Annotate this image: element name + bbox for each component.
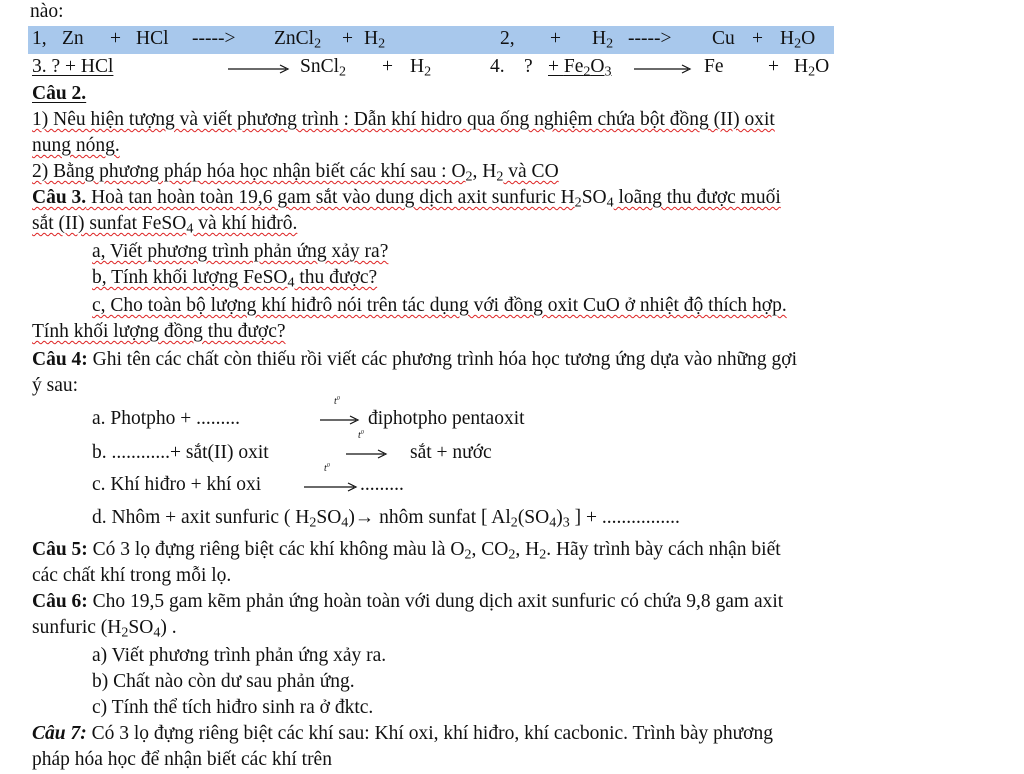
eq1-hcl: HCl [136,28,169,49]
intro-word: nào: [30,1,64,22]
eq2-plus-2: + [752,28,763,49]
eq4-fe: Fe [704,56,724,77]
cau4-b-right: sắt + nước [410,442,492,463]
cau2-line3: 2) Bằng phương pháp hóa học nhận biết các khí sau : $O_2$, $H_2$ và CO [32,161,559,185]
eq2-h2o: $H_2O$ [780,28,816,52]
cau6-line1: Câu 6: Cho 19,5 gam kẽm phản ứng hoàn toàn với dung dịch axit sunfuric có chứa 9,8 gam axit [32,591,784,612]
cau4-c-right: ......... [360,474,404,495]
cau3-line1: Câu 3. Hoà tan hoàn toàn 19,6 gam sắt vào dung dịch axit sunfuric $H_2SO_4$ loãng thu được muối [32,187,781,211]
eq4-number: 4. [490,56,505,77]
eq4-plus: + [768,56,779,77]
cau3-part-a: a, Viết phương trình phản ứng xảy ra? [92,241,389,262]
eq1-zncl2: ZnCl$_2$ [274,28,322,52]
cau4-b-left: b. ............+ sắt(II) oxit [92,442,269,463]
cau3-line2: sắt (II) sunfat FeSO$_4$ và khí hiđrô. [32,213,298,237]
reaction-arrow-b [346,448,388,460]
eq1-arrow: -----> [192,28,236,49]
heat-label-a: $t^0$ [334,395,340,407]
eq1-zn: Zn [62,28,84,49]
cau7-line1: Câu 7: Có 3 lọ đựng riêng biệt các khí sau: Khí oxi, khí hiđro, khí cacbonic. Trình bày phương [32,723,773,744]
cau5-line1: Câu 5: Có 3 lọ đựng riêng biệt các khí không màu là $O_2$, $CO_2$, $H_2$. Hãy trình bày cách nhận biết [32,539,781,563]
eq3-h2: $H_2$ [410,56,432,80]
cau3-part-c-cont: Tính khối lượng đồng thu được? [32,321,286,342]
eq2-cu: Cu [712,28,735,49]
cau6-part-c: c) Tính thể tích hiđro sinh ra ở đktc. [92,697,374,718]
cau4-line2: ý sau: [32,375,79,396]
eq2-arrow: -----> [628,28,672,49]
cau4-a-left: a. Photpho + ......... [92,408,241,429]
eq3-sncl2: SnCl$_2$ [300,56,347,80]
eq1-plus: + [110,28,121,49]
heat-label-c: $t^0$ [324,462,330,474]
cau3-part-b: b, Tính khối lượng FeSO$_4$ thu được? [92,267,378,291]
cau6-line2: sunfuric $(H_2SO_4)$ . [32,617,177,641]
eq2-number: 2, [500,28,515,49]
eq2-plus: + [550,28,561,49]
eq3-arrow [228,63,290,75]
cau2-title: Câu 2. [32,83,87,104]
eq1-h2: $H_2$ [364,28,386,52]
eq3-plus: + [382,56,393,77]
eq4-arrow [634,63,692,75]
cau6-part-a: a) Viết phương trình phản ứng xảy ra. [92,645,387,666]
eq1-number: 1, [32,28,47,49]
cau2-line1: 1) Nêu hiện tượng và viết phương trình : Dẫn khí hidro qua ống nghiệm chứa bột đồng (II) oxit [32,109,775,130]
eq4-unknown: ? [524,56,533,77]
cau5-line2: các chất khí trong mỗi lọ. [32,565,232,586]
eq3-reactants: 3. ? + HCl [32,56,114,77]
eq2-h2: $H_2$ [592,28,614,52]
cau3-part-c: c, Cho toàn bộ lượng khí hiđrô nói trên tác dụng với đồng oxit CuO ở nhiệt độ thích hợp. [92,295,787,316]
cau2-line2: nung nóng. [32,135,120,156]
heat-label-b: $t^0$ [358,429,364,441]
cau6-part-b: b) Chất nào còn dư sau phản ứng. [92,671,355,692]
eq4-fe2o3: + $Fe_2O_3$ [548,56,612,80]
eq1-plus-2: + [342,28,353,49]
reaction-arrow-c [304,481,358,493]
cau7-line2: pháp hóa học để nhận biết các khí trên [32,749,332,770]
reaction-arrow-a [320,414,360,426]
cau4-line1: Câu 4: Ghi tên các chất còn thiếu rồi viết các phương trình hóa học tương ứng dựa vào những gợi [32,349,798,370]
cau4-a-right: điphotpho pentaoxit [368,408,525,429]
cau4-item-d: d. Nhôm + axit sunfuric ( $H_2SO_4)\to$ nhôm sunfat [ $Al_2(SO_4)_3$ ] + ................ [92,507,680,531]
cau4-c-left: c. Khí hiđro + khí oxi [92,474,262,495]
eq4-h2o: $H_2O$ [794,56,830,80]
